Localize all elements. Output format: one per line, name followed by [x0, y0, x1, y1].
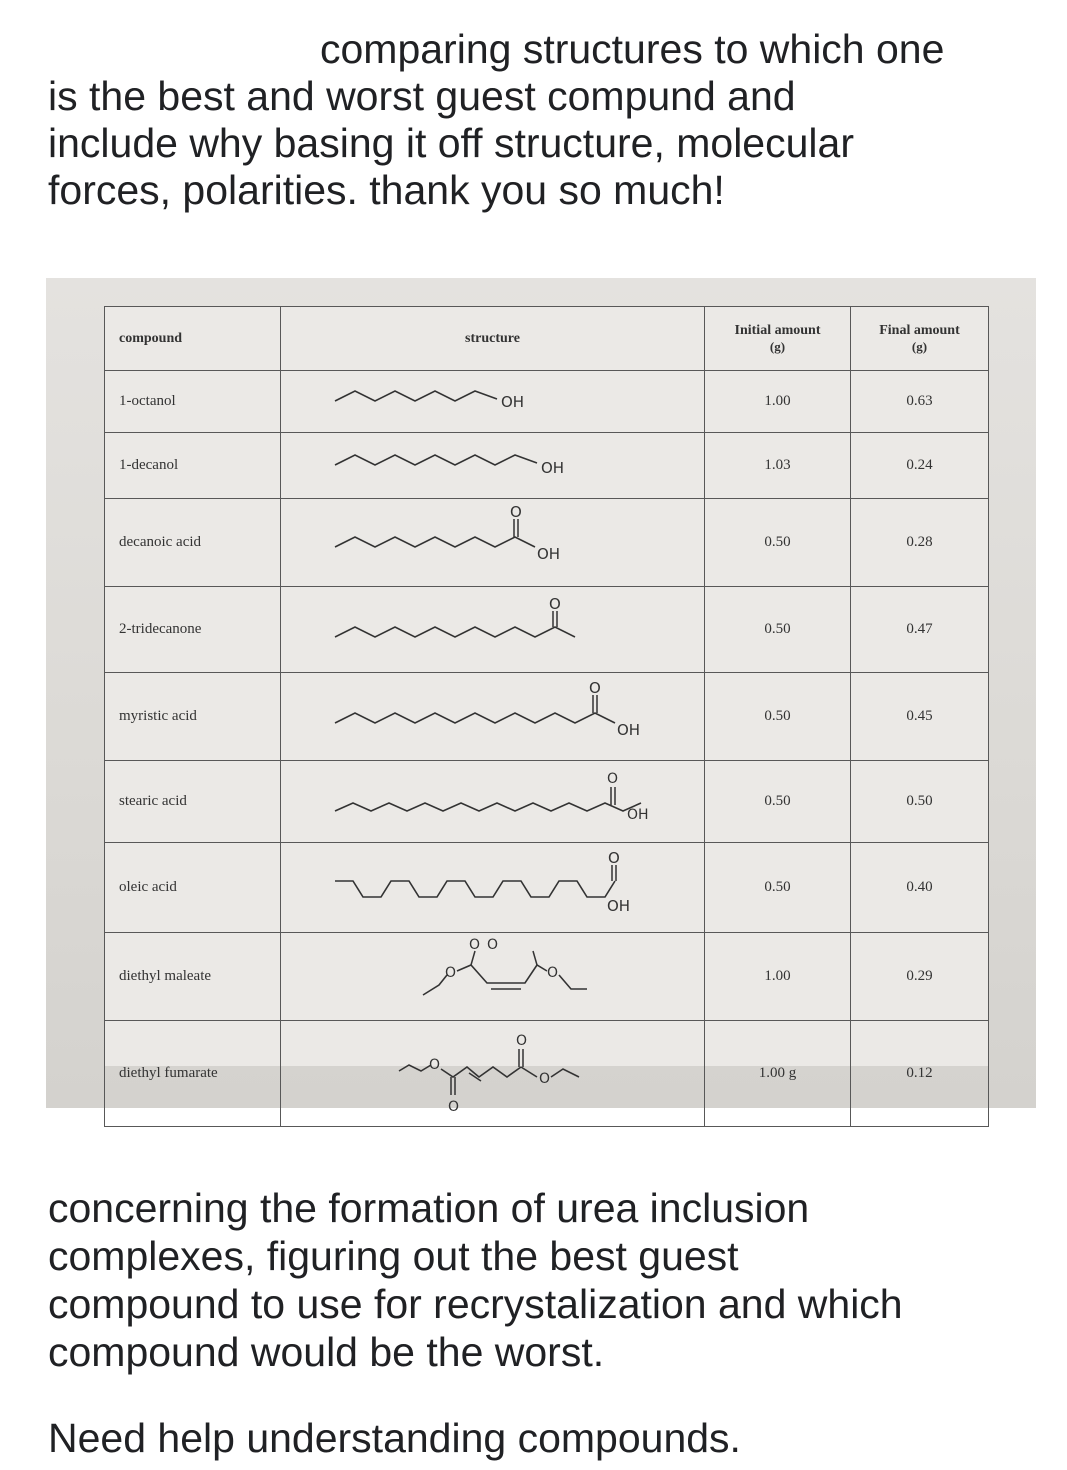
carbon-chain — [335, 537, 535, 547]
final-amount: 0.50 — [851, 761, 989, 843]
octanol-structure — [281, 371, 705, 427]
header-final-label: Final amount — [879, 322, 960, 338]
carbon-chain — [335, 627, 575, 637]
initial-amount: 0.50 — [705, 673, 851, 761]
question-line: forces, polarities. thank you so much! — [48, 167, 725, 213]
compound-table — [104, 306, 989, 1127]
table-row — [105, 761, 989, 843]
table-row — [105, 587, 989, 673]
header-final — [851, 307, 989, 371]
compound-name: myristic acid — [105, 673, 281, 761]
hydroxyl-label: OH — [541, 459, 565, 477]
compound-name: stearic acid — [105, 761, 281, 843]
ester-oxygen-left: O — [429, 1057, 441, 1073]
final-amount: 0.12 — [851, 1021, 989, 1127]
initial-amount: 1.00 — [705, 371, 851, 433]
structure-cell — [281, 1021, 705, 1127]
carbonyl-bond — [533, 951, 537, 965]
ethyl-right — [559, 975, 587, 989]
context-line: complexes, figuring out the best guest — [48, 1233, 739, 1279]
hydroxyl-label: OH — [501, 393, 525, 411]
oxygen-label: O — [448, 1099, 460, 1115]
help-request: Need help understanding compounds. — [48, 1415, 741, 1461]
hydroxyl-label: OH — [607, 897, 631, 915]
compound-name: decanoic acid — [105, 499, 281, 587]
ester-oxygen-right: O — [547, 965, 559, 981]
initial-amount: 0.50 — [705, 761, 851, 843]
oxygen-label: O — [510, 503, 522, 521]
carbonyl-bond — [471, 951, 475, 965]
table-row — [105, 933, 989, 1021]
context-text — [48, 1184, 1048, 1376]
header-initial-label: Initial amount — [734, 322, 821, 338]
question-line: is the best and worst guest compund and — [48, 73, 796, 119]
table-row — [105, 673, 989, 761]
table-row — [105, 499, 989, 587]
ethyl-right — [551, 1069, 579, 1077]
carbon-chain — [335, 803, 641, 811]
question-line: comparing structures to which one — [320, 26, 945, 72]
structure-cell — [281, 433, 705, 499]
structure-cell — [281, 499, 705, 587]
oxygen-label: O — [469, 937, 481, 953]
ethyl-left — [423, 975, 447, 995]
decanoic-acid-structure — [281, 499, 705, 581]
compound-name: oleic acid — [105, 843, 281, 933]
ester-left — [457, 965, 547, 983]
final-amount: 0.40 — [851, 843, 989, 933]
hydroxyl-label: OH — [617, 721, 641, 739]
context-line: compound would be the worst. — [48, 1329, 605, 1375]
initial-amount: 1.00 g — [705, 1021, 851, 1127]
initial-amount: 1.00 — [705, 933, 851, 1021]
paper-sheet — [104, 306, 988, 1115]
oxygen-label: O — [589, 679, 601, 697]
initial-amount: 0.50 — [705, 587, 851, 673]
final-amount: 0.28 — [851, 499, 989, 587]
structure-cell — [281, 371, 705, 433]
final-amount: 0.29 — [851, 933, 989, 1021]
ester-right — [521, 1067, 537, 1077]
compound-name: 1-octanol — [105, 371, 281, 433]
question-line: include why basing it off structure, molecular — [48, 120, 854, 166]
final-amount: 0.47 — [851, 587, 989, 673]
question-text — [48, 26, 1048, 214]
decanol-structure — [281, 433, 705, 493]
diethyl-maleate-structure — [281, 933, 705, 1015]
compound-name: diethyl fumarate — [105, 1021, 281, 1127]
tridecanone-structure — [281, 587, 705, 667]
carbon-chain — [335, 881, 615, 897]
structure-cell — [281, 933, 705, 1021]
initial-amount: 0.50 — [705, 843, 851, 933]
structure-cell — [281, 761, 705, 843]
structure-cell — [281, 673, 705, 761]
compound-name: diethyl maleate — [105, 933, 281, 1021]
compound-name: 1-decanol — [105, 433, 281, 499]
table-header-row — [105, 307, 989, 371]
myristic-acid-structure — [281, 673, 705, 755]
fumarate-backbone — [441, 1067, 521, 1077]
header-final-unit: (g) — [911, 338, 928, 354]
structure-cell — [281, 587, 705, 673]
structure-cell — [281, 843, 705, 933]
table-row — [105, 371, 989, 433]
table-row — [105, 433, 989, 499]
final-amount: 0.45 — [851, 673, 989, 761]
carbon-chain — [335, 391, 497, 401]
ester-oxygen-right: O — [539, 1071, 551, 1087]
table-row — [105, 843, 989, 933]
context-line: compound to use for recrystalization and which — [48, 1281, 903, 1327]
oleic-acid-structure — [281, 843, 705, 927]
compound-name: 2-tridecanone — [105, 587, 281, 673]
diethyl-fumarate-structure — [281, 1021, 705, 1121]
oxygen-label: O — [549, 595, 561, 613]
oxygen-label: O — [516, 1033, 528, 1049]
initial-amount: 1.03 — [705, 433, 851, 499]
stearic-acid-structure — [281, 761, 705, 837]
ethyl-left — [399, 1065, 431, 1071]
final-amount: 0.63 — [851, 371, 989, 433]
header-compound: compound — [105, 307, 281, 371]
header-initial-unit: (g) — [769, 338, 786, 354]
context-line: concerning the formation of urea inclusion — [48, 1185, 810, 1231]
oxygen-label: O — [487, 937, 499, 953]
initial-amount: 0.50 — [705, 499, 851, 587]
hydroxyl-label: OH — [537, 545, 561, 563]
oxygen-label: O — [607, 771, 619, 787]
oxygen-label: O — [608, 849, 620, 867]
header-initial — [705, 307, 851, 371]
hydroxyl-label: OH — [627, 807, 649, 823]
carbon-chain — [335, 713, 615, 723]
table-row — [105, 1021, 989, 1127]
table-photo[interactable] — [46, 278, 1036, 1115]
header-structure: structure — [281, 307, 705, 371]
final-amount: 0.24 — [851, 433, 989, 499]
carbon-chain — [335, 455, 537, 465]
ester-oxygen-left: O — [445, 965, 457, 981]
